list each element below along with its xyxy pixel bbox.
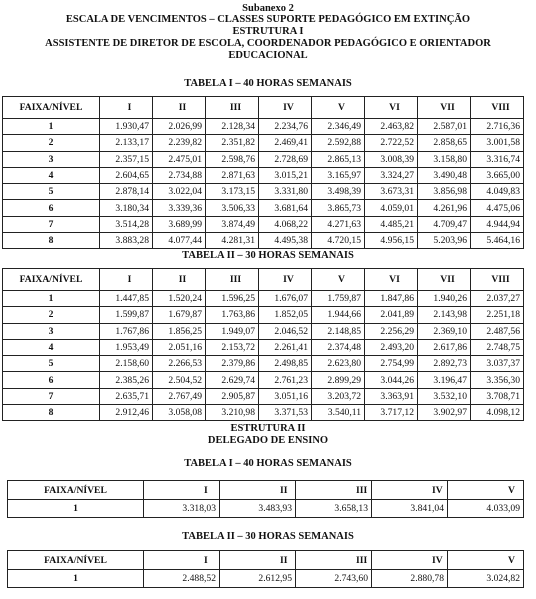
salary-cell: 3.015,21 (259, 167, 312, 183)
faixa-cell: 2 (3, 135, 100, 151)
salary-cell: 2.041,89 (365, 307, 418, 323)
salary-cell: 2.880,78 (372, 570, 448, 588)
salary-cell: 3.514,28 (100, 216, 153, 232)
document-title: ESCALA DE VENCIMENTOS – CLASSES SUPORTE PEDAGÓGICO EM EXTINÇÃO (65, 14, 471, 25)
header-level-ii: II (220, 481, 296, 500)
salary-cell: 2.346,49 (312, 119, 365, 135)
faixa-cell: 8 (3, 405, 100, 421)
salary-cell: 3.058,08 (153, 405, 206, 421)
faixa-cell: 1 (3, 119, 100, 135)
faixa-cell: 3 (3, 323, 100, 339)
salary-cell: 3.490,48 (418, 167, 471, 183)
salary-cell: 3.841,04 (372, 500, 448, 518)
salary-cell: 2.239,82 (153, 135, 206, 151)
salary-cell: 3.180,34 (100, 200, 153, 216)
salary-cell: 3.196,47 (418, 372, 471, 388)
salary-cell: 3.658,13 (296, 500, 372, 518)
salary-cell: 3.210,98 (206, 405, 259, 421)
header-level-v: V (448, 481, 524, 500)
header-level-viii: VIII (471, 269, 524, 291)
salary-cell: 4.956,15 (365, 233, 418, 249)
salary-cell: 4.271,63 (312, 216, 365, 232)
cargos-line-1: ASSISTENTE DE DIRETOR DE ESCOLA, COORDENADOR PEDAGÓGICO E ORIENTADOR (45, 38, 491, 49)
faixa-cell: 4 (3, 167, 100, 183)
salary-cell: 3.051,16 (259, 388, 312, 404)
table-row (3, 135, 524, 151)
salary-cell: 4.261,96 (418, 200, 471, 216)
salary-cell: 2.587,01 (418, 119, 471, 135)
salary-cell: 2.493,20 (365, 339, 418, 355)
faixa-cell: 7 (3, 216, 100, 232)
header-level-iii: III (296, 551, 372, 570)
salary-cell: 2.143,98 (418, 307, 471, 323)
salary-cell: 3.902,97 (418, 405, 471, 421)
header-level-v: V (312, 269, 365, 291)
salary-cell: 3.165,97 (312, 167, 365, 183)
salary-cell: 4.068,22 (259, 216, 312, 232)
salary-cell: 3.324,27 (365, 167, 418, 183)
salary-cell: 4.495,38 (259, 233, 312, 249)
salary-cell: 3.708,71 (471, 388, 524, 404)
header-level-i: I (100, 269, 153, 291)
salary-cell: 4.485,21 (365, 216, 418, 232)
salary-cell: 3.173,15 (206, 184, 259, 200)
salary-cell: 2.374,48 (312, 339, 365, 355)
faixa-cell: 3 (3, 151, 100, 167)
table-row (3, 356, 524, 372)
header-level-v: V (448, 551, 524, 570)
salary-table-s1-30h (2, 268, 524, 421)
salary-cell: 4.281,31 (206, 233, 259, 249)
salary-cell: 3.532,10 (418, 388, 471, 404)
table-row (3, 167, 524, 183)
header-level-i: I (144, 551, 220, 570)
salary-cell: 2.133,17 (100, 135, 153, 151)
header-level-iv: IV (259, 269, 312, 291)
salary-cell: 2.487,56 (471, 323, 524, 339)
salary-cell: 3.363,91 (365, 388, 418, 404)
salary-cell: 1.852,05 (259, 307, 312, 323)
header-level-ii: II (220, 551, 296, 570)
header-level-i: I (144, 481, 220, 500)
salary-cell: 2.905,87 (206, 388, 259, 404)
salary-cell: 1.930,47 (100, 119, 153, 135)
salary-cell: 2.743,60 (296, 570, 372, 588)
salary-cell: 2.629,74 (206, 372, 259, 388)
salary-cell: 3.689,99 (153, 216, 206, 232)
faixa-cell: 5 (3, 184, 100, 200)
salary-cell: 3.316,74 (471, 151, 524, 167)
faixa-cell: 8 (3, 233, 100, 249)
salary-cell: 4.475,06 (471, 200, 524, 216)
salary-cell: 4.098,12 (471, 405, 524, 421)
salary-cell: 2.469,41 (259, 135, 312, 151)
salary-cell: 2.892,73 (418, 356, 471, 372)
table-row (3, 233, 524, 249)
header-level-vi: VI (365, 269, 418, 291)
salary-cell: 2.498,85 (259, 356, 312, 372)
table-header-row (8, 551, 524, 570)
salary-cell: 3.498,39 (312, 184, 365, 200)
header-level-ii: II (153, 269, 206, 291)
header-level-i: I (100, 97, 153, 119)
salary-cell: 2.256,29 (365, 323, 418, 339)
salary-cell: 4.720,15 (312, 233, 365, 249)
salary-cell: 2.754,99 (365, 356, 418, 372)
salary-cell: 1.953,49 (100, 339, 153, 355)
salary-cell: 1.856,25 (153, 323, 206, 339)
table-row (3, 200, 524, 216)
faixa-cell: 5 (3, 356, 100, 372)
salary-cell: 2.878,14 (100, 184, 153, 200)
salary-cell: 3.717,12 (365, 405, 418, 421)
salary-cell: 3.044,26 (365, 372, 418, 388)
header-level-iii: III (206, 97, 259, 119)
faixa-cell: 7 (3, 388, 100, 404)
salary-cell: 2.635,71 (100, 388, 153, 404)
salary-cell: 2.037,27 (471, 291, 524, 307)
header-faixa-nivel: FAIXA/NÍVEL (8, 551, 144, 570)
salary-cell: 1.679,87 (153, 307, 206, 323)
table-row (3, 151, 524, 167)
salary-cell: 4.059,01 (365, 200, 418, 216)
header-level-iii: III (296, 481, 372, 500)
salary-cell: 2.026,99 (153, 119, 206, 135)
salary-cell: 3.856,98 (418, 184, 471, 200)
salary-cell: 2.234,76 (259, 119, 312, 135)
estrutura-1-label: ESTRUTURA I (232, 26, 304, 37)
header-level-vii: VII (418, 97, 471, 119)
salary-cell: 2.128,34 (206, 119, 259, 135)
salary-cell: 2.858,65 (418, 135, 471, 151)
salary-cell: 3.001,58 (471, 135, 524, 151)
salary-cell: 2.748,75 (471, 339, 524, 355)
salary-cell: 2.379,86 (206, 356, 259, 372)
salary-cell: 1.676,07 (259, 291, 312, 307)
salary-cell: 2.716,36 (471, 119, 524, 135)
table-row (3, 307, 524, 323)
table-row (3, 405, 524, 421)
salary-cell: 3.022,04 (153, 184, 206, 200)
salary-cell: 2.767,49 (153, 388, 206, 404)
salary-cell: 1.767,86 (100, 323, 153, 339)
faixa-cell: 4 (3, 339, 100, 355)
s1-table2-title: TABELA II – 30 HORAS SEMANAIS (182, 250, 354, 261)
salary-cell: 3.008,39 (365, 151, 418, 167)
salary-cell: 1.940,26 (418, 291, 471, 307)
salary-cell: 2.369,10 (418, 323, 471, 339)
table-row (3, 388, 524, 404)
salary-cell: 3.318,03 (144, 500, 220, 518)
salary-cell: 3.483,93 (220, 500, 296, 518)
salary-cell: 1.599,87 (100, 307, 153, 323)
salary-cell: 2.871,63 (206, 167, 259, 183)
salary-cell: 2.728,69 (259, 151, 312, 167)
salary-cell: 4.709,47 (418, 216, 471, 232)
header-level-viii: VIII (471, 97, 524, 119)
salary-cell: 2.266,53 (153, 356, 206, 372)
salary-cell: 2.261,41 (259, 339, 312, 355)
faixa-cell: 1 (3, 291, 100, 307)
salary-cell: 3.331,80 (259, 184, 312, 200)
table-row (3, 184, 524, 200)
salary-cell: 1.847,86 (365, 291, 418, 307)
salary-cell: 2.722,52 (365, 135, 418, 151)
s2-table2-title: TABELA II – 30 HORAS SEMANAIS (182, 531, 354, 542)
header-level-vi: VI (365, 97, 418, 119)
salary-cell: 2.488,52 (144, 570, 220, 588)
salary-cell: 3.339,36 (153, 200, 206, 216)
salary-cell: 1.944,66 (312, 307, 365, 323)
salary-cell: 1.759,87 (312, 291, 365, 307)
salary-cell: 2.623,80 (312, 356, 365, 372)
table-header-row (3, 269, 524, 291)
table-row (8, 500, 524, 518)
salary-cell: 3.673,31 (365, 184, 418, 200)
salary-cell: 2.251,18 (471, 307, 524, 323)
table-row (3, 372, 524, 388)
salary-cell: 2.912,46 (100, 405, 153, 421)
header-level-iii: III (206, 269, 259, 291)
salary-cell: 1.447,85 (100, 291, 153, 307)
salary-cell: 5.464,16 (471, 233, 524, 249)
header-level-iv: IV (259, 97, 312, 119)
faixa-cell: 6 (3, 372, 100, 388)
salary-cell: 2.158,60 (100, 356, 153, 372)
salary-cell: 3.865,73 (312, 200, 365, 216)
salary-cell: 1.949,07 (206, 323, 259, 339)
salary-cell: 1.520,24 (153, 291, 206, 307)
salary-cell: 4.049,83 (471, 184, 524, 200)
salary-cell: 2.148,85 (312, 323, 365, 339)
faixa-cell: 1 (8, 500, 144, 518)
salary-cell: 2.899,29 (312, 372, 365, 388)
salary-cell: 2.592,88 (312, 135, 365, 151)
faixa-cell: 2 (3, 307, 100, 323)
faixa-cell: 1 (8, 570, 144, 588)
salary-cell: 2.153,72 (206, 339, 259, 355)
salary-cell: 2.475,01 (153, 151, 206, 167)
salary-cell: 2.612,95 (220, 570, 296, 588)
salary-cell: 2.463,82 (365, 119, 418, 135)
subanexo-label: Subanexo 2 (242, 3, 294, 14)
table-row (3, 216, 524, 232)
salary-table-s2-40h (7, 480, 524, 518)
salary-cell: 2.357,15 (100, 151, 153, 167)
salary-cell: 5.203,96 (418, 233, 471, 249)
salary-cell: 3.024,82 (448, 570, 524, 588)
salary-cell: 2.385,26 (100, 372, 153, 388)
table-row (8, 570, 524, 588)
table-row (3, 323, 524, 339)
salary-cell: 3.203,72 (312, 388, 365, 404)
header-faixa-nivel: FAIXA/NÍVEL (3, 97, 100, 119)
salary-cell: 4.944,94 (471, 216, 524, 232)
salary-cell: 3.356,30 (471, 372, 524, 388)
header-faixa-nivel: FAIXA/NÍVEL (8, 481, 144, 500)
faixa-cell: 6 (3, 200, 100, 216)
salary-cell: 2.351,82 (206, 135, 259, 151)
salary-cell: 2.504,52 (153, 372, 206, 388)
header-level-ii: II (153, 97, 206, 119)
cargos-line-2: EDUCACIONAL (228, 50, 308, 61)
s2-table1-title: TABELA I – 40 HORAS SEMANAIS (184, 458, 352, 469)
salary-cell: 2.617,86 (418, 339, 471, 355)
s1-table1-title: TABELA I – 40 HORAS SEMANAIS (184, 78, 352, 89)
salary-cell: 3.371,53 (259, 405, 312, 421)
header-level-iv: IV (372, 551, 448, 570)
salary-cell: 4.033,09 (448, 500, 524, 518)
table-header-row (8, 481, 524, 500)
salary-cell: 2.046,52 (259, 323, 312, 339)
salary-cell: 1.596,25 (206, 291, 259, 307)
salary-cell: 2.598,76 (206, 151, 259, 167)
salary-cell: 2.604,65 (100, 167, 153, 183)
header-level-v: V (312, 97, 365, 119)
salary-cell: 3.158,80 (418, 151, 471, 167)
header-level-vii: VII (418, 269, 471, 291)
salary-cell: 3.681,64 (259, 200, 312, 216)
salary-cell: 3.883,28 (100, 233, 153, 249)
salary-cell: 3.665,00 (471, 167, 524, 183)
header-faixa-nivel: FAIXA/NÍVEL (3, 269, 100, 291)
table-row (3, 291, 524, 307)
salary-cell: 4.077,44 (153, 233, 206, 249)
salary-table-s2-30h (7, 550, 524, 588)
salary-cell: 1.763,86 (206, 307, 259, 323)
salary-cell: 2.051,16 (153, 339, 206, 355)
salary-cell: 3.540,11 (312, 405, 365, 421)
salary-cell: 2.865,13 (312, 151, 365, 167)
salary-cell: 3.506,33 (206, 200, 259, 216)
table-header-row (3, 97, 524, 119)
salary-cell: 2.734,88 (153, 167, 206, 183)
salary-cell: 2.761,23 (259, 372, 312, 388)
header-level-iv: IV (372, 481, 448, 500)
table-row (3, 119, 524, 135)
salary-cell: 3.037,37 (471, 356, 524, 372)
salary-cell: 3.874,49 (206, 216, 259, 232)
salary-table-s1-40h (2, 96, 524, 249)
estrutura-2-cargo: DELEGADO DE ENSINO (207, 435, 329, 446)
table-row (3, 339, 524, 355)
estrutura-2-label: ESTRUTURA II (230, 423, 306, 434)
